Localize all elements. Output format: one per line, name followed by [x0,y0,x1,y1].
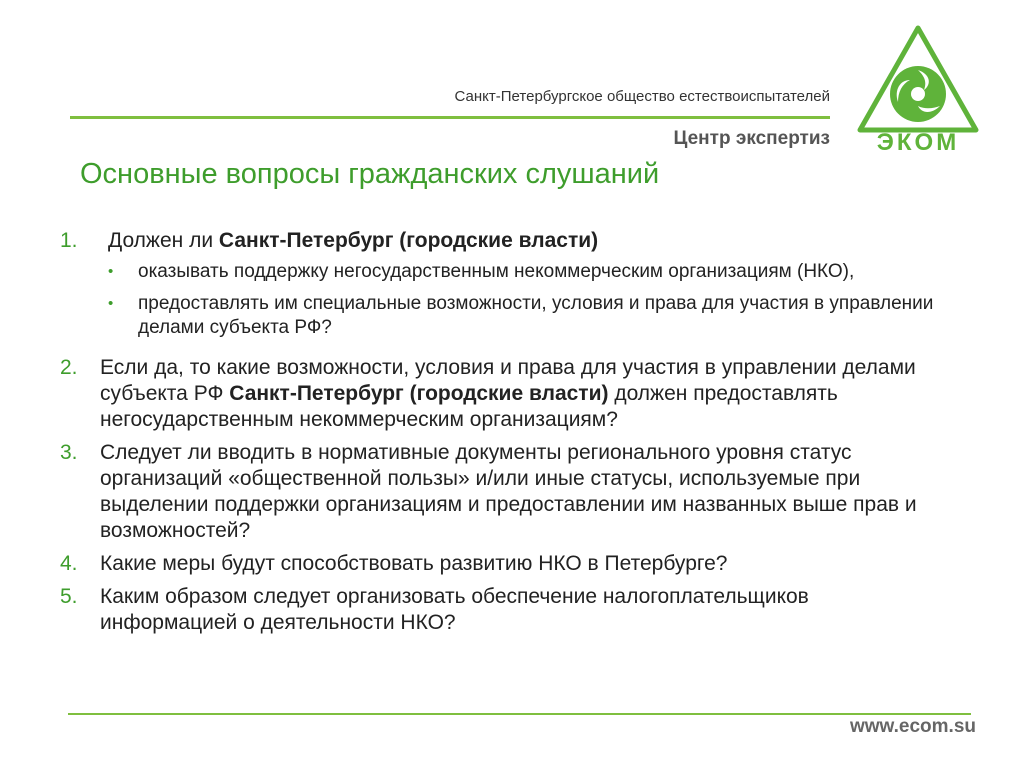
question-text: Каким образом следует организовать обеспечение налогоплательщиков информацией о деятельности НКО? [100,585,809,634]
question-item [60,584,950,636]
question-bold-text: Санкт-Петербург (городские власти) [218,229,599,252]
question-text: Какие меры будут способствовать развитию НКО в Петербурге? [100,552,728,575]
ecom-logo-icon [852,22,984,156]
question-item [60,228,950,348]
question-text: Следует ли вводить в нормативные документы регионального уровня статус организаций «общественной пользы» и/или иные статусы, используемые при выделении поддержки организациям и предоставлении им названных выше прав и возможностей? [100,441,917,542]
questions-list [60,228,950,643]
center-name: Центр экспертиз [673,128,830,149]
slide-title: Основные вопросы гражданских слушаний [80,158,660,190]
question-text: Должен ли [108,229,219,252]
logo-text: ЭКОМ [876,129,960,156]
question-number: 4. [60,552,78,575]
org-name: Санкт-Петербургское общество естествоиспытателей [454,88,830,105]
sub-item-text: оказывать поддержку негосударственным некоммерческим организациям (НКО), [138,261,855,282]
question-text: должен предоставлять негосударственным некоммерческим организациям? [100,382,838,431]
sub-list [108,260,950,340]
footer-divider [68,713,971,715]
question-item [60,440,950,544]
bullet-icon: • [108,263,114,280]
question-bold-text: Санкт-Петербург (городские власти) [229,382,609,405]
header-divider [70,116,830,119]
question-number: 1. [60,229,78,252]
question-text: Если да, то какие возможности, условия и права для участия в управлении делами субъекта РФ [100,356,916,405]
question-number: 2. [60,356,78,379]
sub-item [108,260,950,284]
sub-item-text: предоставлять им специальные возможности, условия и права для участия в управлении делами субъекта РФ? [138,293,934,338]
question-number: 5. [60,585,78,608]
question-item [60,355,950,433]
website-link[interactable]: www.ecom.su [850,716,976,737]
question-item [60,551,950,577]
sub-item [108,292,950,340]
bullet-icon: • [108,295,114,312]
question-number: 3. [60,441,78,464]
